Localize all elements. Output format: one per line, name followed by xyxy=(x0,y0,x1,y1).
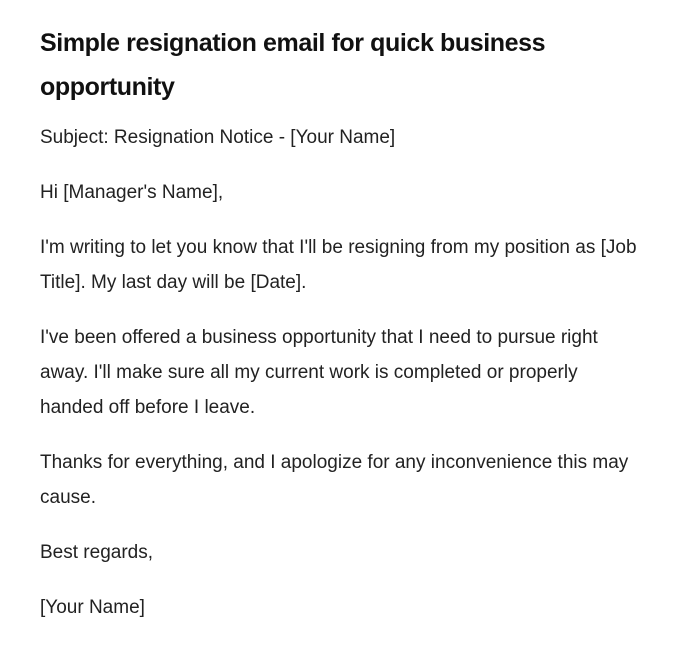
email-subject: Subject: Resignation Notice - [Your Name] xyxy=(40,127,396,148)
email-greeting: Hi [Manager's Name], xyxy=(40,182,224,203)
email-paragraph-reason: I've been offered a business opportunity that I need to pursue right away. I'll make sure all my current work is completed or properly handed off before I leave. xyxy=(40,327,598,418)
email-closing: Best regards, xyxy=(40,542,153,563)
email-paragraph-thanks: Thanks for everything, and I apologize for any inconvenience this may cause. xyxy=(40,452,629,508)
document-title: Simple resignation email for quick business opportunity xyxy=(40,29,546,101)
email-paragraph-resignation: I'm writing to let you know that I'll be resigning from my position as [Job Title]. My last day will be [Date]. xyxy=(40,237,637,293)
email-signature: [Your Name] xyxy=(40,597,145,618)
